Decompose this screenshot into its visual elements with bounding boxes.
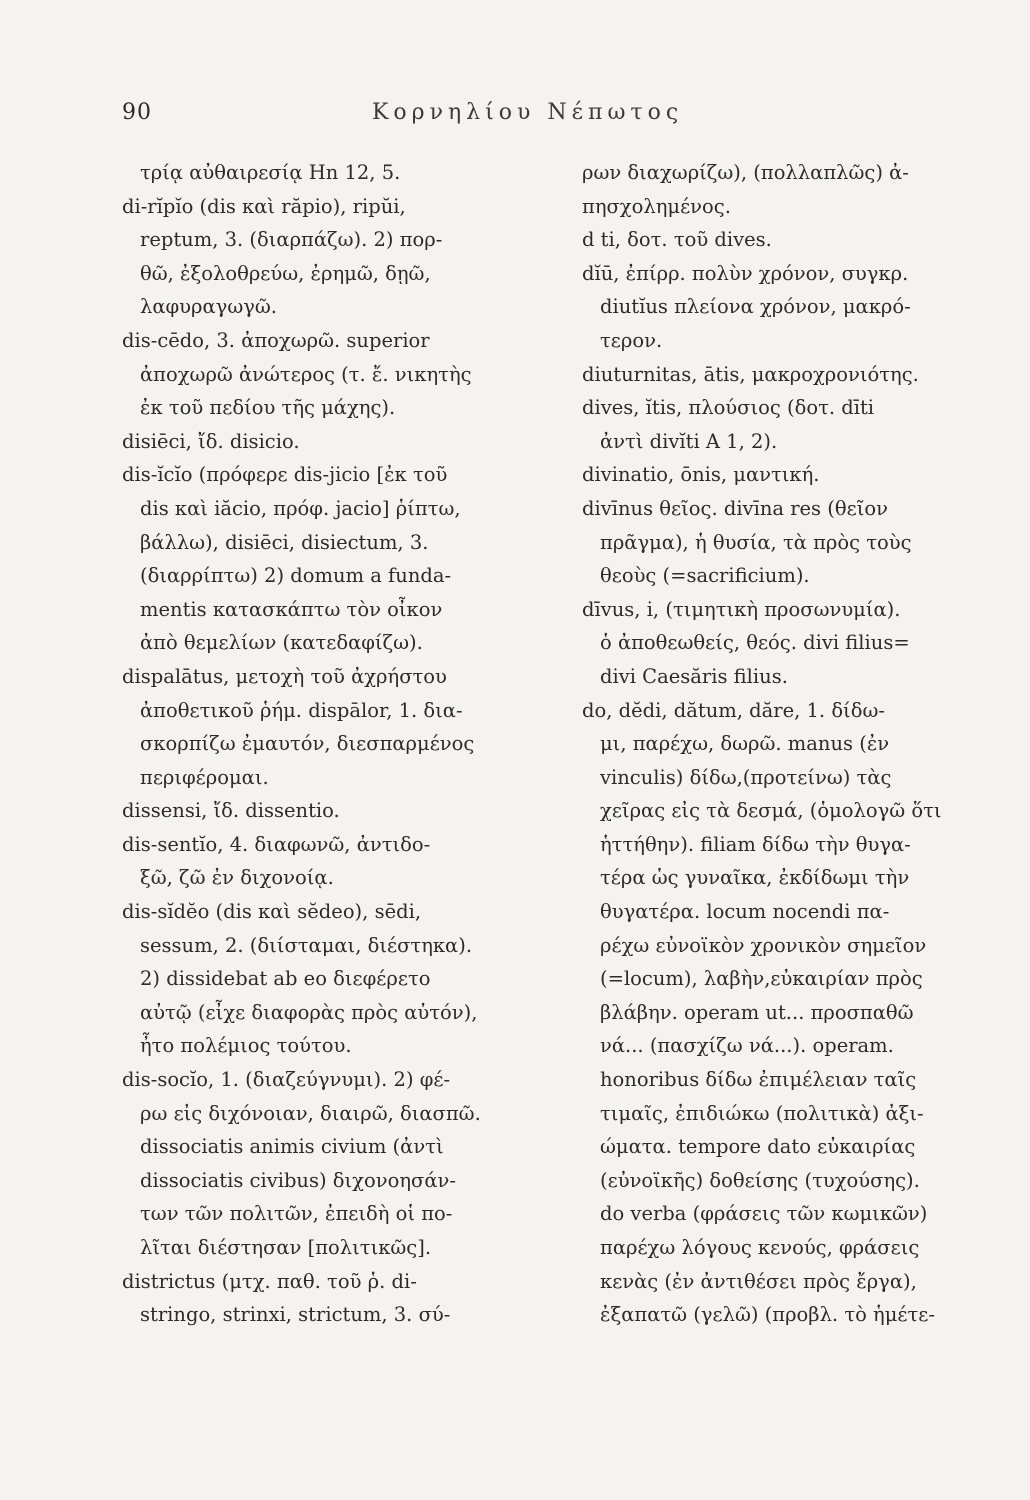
entry-headword-line: πησχολημένος. [582,194,731,218]
entry-continuation-line: θυγατέρα. locum nocendi πα- [600,900,890,924]
entry-continuation-line: τερον. [600,328,663,352]
entry-continuation-line: ἀποθετικοῦ ῥήμ. dispālor, 1. δια- [140,698,463,722]
entry-headword-line: dis-ĭcĭo (πρόφερε dis-jicio [ἐκ τοῦ [122,463,448,487]
entry-headword-line: dives, ĭtis, πλούσιος (δοτ. dīti [582,396,875,420]
entry-continuation-line: βλάβην. operam ut... προσπαθῶ [600,1000,914,1024]
entry-continuation-line: των τῶν πολιτῶν, ἐπειδὴ οἱ πο- [140,1202,453,1226]
entry-headword-line: dis-cēdo, 3. ἀποχωρῶ. superior [122,328,430,352]
entry-headword-line: d ti, δοτ. τοῦ dives. [582,228,772,252]
entry-continuation-line: ὁ ἀποθεωθείς, θεός. divi filius= [600,631,910,655]
entry-continuation-line: ρω εἰς διχόνοιαν, διαιρῶ, διασπῶ. [140,1101,481,1125]
entry-headword-line: dis-socĭo, 1. (διαζεύγνυμι). 2) φέ- [122,1068,451,1092]
entry-continuation-line: stringo, strinxi, strictum, 3. σύ- [140,1303,451,1327]
entry-continuation-line: (=locum), λαβὴν,εὐκαιρίαν πρὸς [600,967,923,991]
entry-continuation-line: (εὐνοϊκῆς) δοθείσης (τυχούσης). [600,1168,920,1192]
entry-headword-line: dīvus, i, (τιμητικὴ προσωνυμία). [582,597,901,621]
entry-continuation-line: θῶ, ἐξολοθρεύω, ἐρημῶ, δῃῶ, [140,261,431,285]
entry-continuation-line: μι, παρέχω, δωρῶ. manus (ἐν [600,732,890,756]
entry-continuation-line: reptum, 3. (διαρπάζω). 2) πορ- [140,228,443,252]
running-title: Κορνηλίου Νέπωτος [372,100,684,125]
entry-continuation-line: νά... (πασχίζω νά...). operam. [600,1034,894,1058]
page-number: 90 [122,100,152,125]
right-column [582,156,977,1332]
entry-headword-line: divīnus θεῖος. divīna res (θεῖον [582,496,888,520]
page-header [122,100,842,134]
entry-continuation-line: πρᾶγμα), ἡ θυσία, τὰ πρὸς τοὺς [600,530,912,554]
entry-continuation-line: χεῖρας εἰς τὰ δεσμά, (ὁμολογῶ ὅτι [600,799,942,823]
entry-headword-line: disiēci, ἴδ. disicio. [122,429,300,453]
entry-continuation-line: 2) dissidebat ab eo διεφέρετο [140,967,431,991]
entry-continuation-line: do verba (φράσεις τῶν κωμικῶν) [600,1202,928,1226]
entry-continuation-line: ἀντὶ divĭti A 1, 2). [600,429,778,453]
entry-continuation-line: ἐξαπατῶ (γελῶ) (προβλ. τὸ ἡμέτε- [600,1303,935,1327]
entry-continuation-line: dissociatis civibus) διχονοησάν- [140,1168,456,1192]
entry-headword-line: dis-sĭdĕo (dis καὶ sĕdeo), sēdi, [122,900,422,924]
left-column [122,156,547,1332]
entry-continuation-line: honoribus δίδω ἐπιμέλειαν ταῖς [600,1068,917,1092]
entry-continuation-line: αὐτῷ (εἶχε διαφορὰς πρὸς αὐτόν), [140,1000,478,1024]
entry-continuation-line: σκορπίζω ἐμαυτόν, διεσπαρμένος [140,732,475,756]
entry-continuation-line: dissociatis animis civium (ἀντὶ [140,1135,444,1159]
entry-continuation-line: τρίᾳ αὐθαιρεσίᾳ Hn 12, 5. [140,161,401,184]
entry-continuation-line: περιφέρομαι. [140,765,269,789]
entry-continuation-line: τιμαῖς, ἐπιδιώκω (πολιτικὰ) ἀξι- [600,1101,924,1125]
entry-continuation-line: κενὰς (ἐν ἀντιθέσει πρὸς ἔργα), [600,1269,917,1293]
entry-continuation-line: βάλλω), disiēci, disiectum, 3. [140,530,429,554]
entry-headword-line: dissensi, ἴδ. dissentio. [122,799,340,823]
entry-continuation-line: ρέχω εὐνοϊκὸν χρονικὸν σημεῖον [600,933,927,957]
entry-headword-line: divinatio, ōnis, μαντική. [582,463,820,487]
entry-headword-line: districtus (μτχ. παθ. τοῦ ῥ. di- [122,1269,417,1293]
entry-continuation-line: (διαρρίπτω) 2) domum a funda- [140,564,452,588]
entry-continuation-line: dis καὶ iăcio, πρόφ. jacio] ῥίπτω, [140,496,461,520]
entry-headword-line: ρων διαχωρίζω), (πολλαπλῶς) ἀ- [582,161,909,184]
entry-continuation-line: θεοὺς (=sacrificium). [600,564,810,588]
entry-continuation-line: diutĭus πλείονα χρόνον, μακρό- [600,295,911,319]
entry-continuation-line: λῖται διέστησαν [πολιτικῶς]. [140,1236,432,1259]
entry-continuation-line: παρέχω λόγους κενούς, φράσεις [600,1236,920,1259]
entry-continuation-line: ἦτο πολέμιος τούτου. [140,1034,352,1058]
entry-continuation-line: ξῶ, ζῶ ἐν διχονοίᾳ. [140,866,334,890]
entry-continuation-line: vinculis) δίδω,(προτείνω) τὰς [600,765,892,789]
entry-continuation-line: mentis κατασκάπτω τὸν οἶκον [140,597,443,621]
entry-headword-line: diuturnitas, ātis, μακροχρονιότης. [582,362,919,386]
entry-continuation-line: τέρα ὡς γυναῖκα, ἐκδίδωμι τὴν [600,866,910,890]
entry-continuation-line: ἀποχωρῶ ἀνώτερος (τ. ἔ. νικητὴς [140,362,472,386]
entry-headword-line: dispalātus, μετοχὴ τοῦ ἀχρήστου [122,664,447,688]
entry-continuation-line: sessum, 2. (διίσταμαι, διέστηκα). [140,933,473,957]
entry-headword-line: di-rĭpĭo (dis καὶ răpio), ripŭi, [122,194,406,218]
entry-continuation-line: λαφυραγωγῶ. [140,295,277,319]
entry-headword-line: do, dĕdi, dătum, dăre, 1. δίδω- [582,698,885,722]
entry-continuation-line: ώματα. tempore dato εὐκαιρίας [600,1135,916,1159]
entry-headword-line: dis-sentĭo, 4. διαφωνῶ, ἀντιδο- [122,832,431,856]
entry-headword-line: dĭū, ἐπίρρ. πολὺν χρόνον, συγκρ. [582,261,909,285]
entry-continuation-line: ἡττήθην). filiam δίδω τὴν θυγα- [600,832,911,856]
entry-continuation-line: divi Caesăris filius. [600,664,788,688]
entry-continuation-line: ἀπὸ θεμελίων (κατεδαφίζω). [140,631,423,655]
entry-continuation-line: ἐκ τοῦ πεδίου τῆς μάχης). [140,396,396,420]
